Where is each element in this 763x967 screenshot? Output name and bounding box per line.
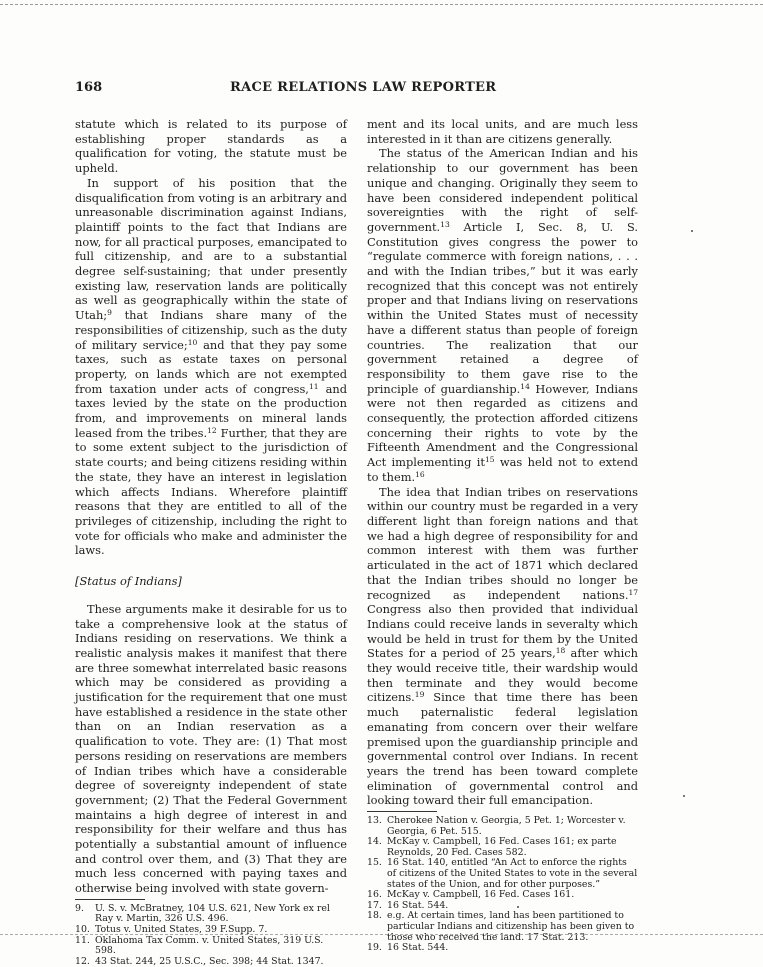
top-edge-dots	[0, 4, 763, 5]
footnote: 10. Totus v. United States, 39 F.Supp. 7.	[75, 924, 268, 936]
footnote-divider	[75, 899, 145, 900]
section-heading: [Status of Indians]	[75, 574, 182, 589]
paragraph: The idea that Indian tribes on reservations within our country must be regarded in a very different light than foreign nations and that we had a high degree of responsibility for and common interest with them was further articulated in the act of 1871 which declared that the Indian tribes should no longer be recognized as independent nations.$^{17}$ Congress also then provided that individual Indians could receive lands in severalty which would be held in trust for them by the United States for a period of 25 years,$^{18}$ after which they would receive title, their wardship would then terminate and they would become citizens.$^{19}$ Since that time there has been much paternalistic federal legislation emanating from concern over their welfare premised upon the guardianship principle and governmental control over Indians. In recent years the trend has been toward complete elimination of governmental control and looking toward their full emancipation.	[367, 484, 638, 808]
footnote-ref[interactable]: 14	[520, 381, 530, 391]
footnote: 12. 43 Stat. 244, 25 U.S.C., Sec. 398; 44 Stat. 1347.	[75, 955, 324, 967]
footnote-ref[interactable]: 11	[308, 381, 319, 391]
footnote: 17. 16 Stat. 544.	[367, 899, 449, 911]
page-number: 168	[75, 80, 103, 95]
left-column	[75, 117, 347, 967]
footnote: 15. 16 Stat. 140, entitled “An Act to enforce the rights of citizens of the United States to vote in the several states of the Union, and for other purposes.”	[367, 857, 638, 890]
paragraph: In support of his position that the disqualification from voting is an arbitrary and unreasonable discrimination against Indians, plaintiff points to the fact that Indians are now, for all practical purposes, emancipated to full citizenship, and are to a substantial degree self-sustaining; that under presently existing law, reservation lands are politically as well as geographically within the state of Utah;$^9$ that Indians share many of the responsibilities of citizenship, such as the duty of military service;$^{10}$ and that they pay some taxes, such as estate taxes on personal property, on lands which are not exempted from taxation under acts of congress,$^{11}$ and taxes levied by the state on the production from, and improvements on mineral lands leased from the tribes.$^{12}$ Further, that they are to some extent subject to the jurisdiction of state courts; and being citizens residing within the state, they have an interest in legislation which affects Indians. Wherefore plaintiff reasons that they are entitled to all of the privileges of citizenship, including the right to vote for officials who make and administer the laws.	[75, 175, 347, 558]
footnote: 13. Cherokee Nation v. Georgia, 5 Pet. 1; Worcester v. Georgia, 6 Pet. 515.	[367, 815, 626, 837]
footnote: 18. e.g. At certain times, land has been partitioned to particular Indians and citizenship has been given to those who received the land. 17 Stat. 213.	[367, 910, 635, 943]
footnote-ref[interactable]: 18	[555, 646, 566, 656]
footnote: 19. 16 Stat. 544.	[367, 942, 449, 954]
paragraph: ment and its local units, and are much less interested in it than are citizens generally.	[367, 117, 638, 146]
footnote-ref[interactable]: 13	[440, 219, 450, 229]
right-column	[367, 117, 638, 954]
footnote-divider	[367, 811, 437, 812]
running-head: RACE RELATIONS LAW REPORTER	[230, 80, 497, 95]
footnote-ref[interactable]: 19	[414, 690, 425, 700]
footnote-ref[interactable]: 16	[415, 469, 425, 479]
paragraph: The status of the American Indian and his relationship to our government has been unique and changing. Originally they seem to have been considered independent political sovereignties with the right of self-government.$^{13}$ Article I, Sec. 8, U. S. Constitution gives congress the power to “regulate commerce with foreign nations, . . . and with the Indian tribes,” but it was early recognized that this concept was not entirely proper and that Indians living on reservations within the United States must of necessity have a different status than people of foreign countries. The realization that our government retained a degree of responsibility to them gave rise to the principle of guardianship.$^{14}$ However, Indians were not then regarded as citizens and consequently, the protection afforded citizens concerning their rights to vote by the Fifteenth Amendment and the Congressional Act implementing $it^{15}$ was held not to extend to them.$^{16}$	[367, 146, 638, 484]
footnote: 16. McKay v. Campbell, 16 Fed. Cases 161.	[367, 889, 575, 901]
footnote: 11. Oklahoma Tax Comm. v. United States, 319 U.S. 598.	[75, 934, 324, 957]
paragraph: These arguments make it desirable for us to take a comprehensive look at the status of Indians residing on reservations. We think a realistic analysis makes it manifest that there are three somewhat interrelated basic reasons which may be considered as providing a justification for the requirement that one must have established a residence in the state other than on an Indian reservation as a qualification to vote. They are: (1) That most persons residing on reservations are members of Indian tribes which have a considerable degree of sovereignty independent of state government; (2) That the Federal Government maintains a high degree of interest in and responsibility for their welfare and thus has potentially a substantial amount of influence and control over them, and (3) That they are much less concerned with paying taxes and otherwise being involved with state govern-	[75, 601, 347, 896]
paragraph: statute which is related to its purpose of establishing proper standards as a qualification for voting, the statute must be upheld.	[75, 117, 347, 176]
scan-speck	[691, 230, 693, 232]
footnote-ref[interactable]: 10	[187, 337, 198, 347]
scan-speck	[683, 795, 685, 797]
footnote-ref[interactable]: 15	[484, 455, 495, 465]
footnote: 14. McKay v. Campbell, 16 Fed. Cases 161; ex parte Reynolds, 20 Fed. Cases 582.	[367, 836, 617, 858]
footnote: 9. U. S. v. McBratney, 104 U.S. 621, New York ex rel Ray v. Martin, 326 U.S. 496.	[75, 902, 330, 925]
footnote-ref[interactable]: 12	[207, 425, 217, 435]
footnote-ref[interactable]: 9	[107, 308, 112, 318]
footnotes-left	[75, 904, 347, 967]
bottom-edge-line	[0, 934, 763, 935]
scan-speck	[517, 906, 519, 908]
footnote-ref[interactable]: 17	[628, 587, 638, 597]
